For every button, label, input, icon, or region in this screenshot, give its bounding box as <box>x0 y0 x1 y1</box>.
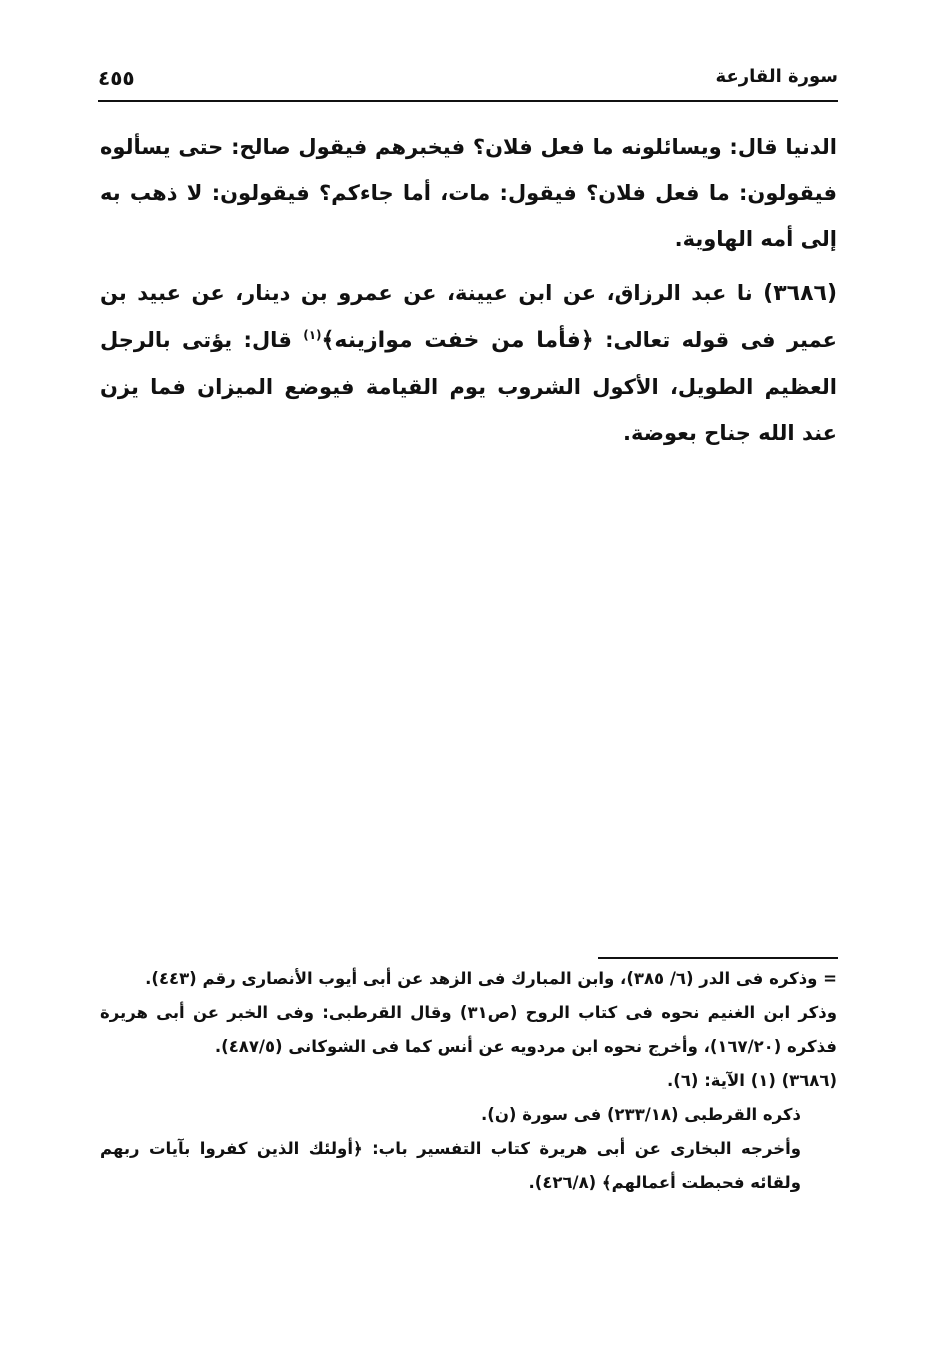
hadith-text: قال: يؤتى بالرجل العظيم الطويل، الأكول الشروب يوم القيامة فيوضع الميزان فما يزن عند الله جناح بعوضة. <box>100 328 837 445</box>
paragraph-continuation: الدنيا قال: ويسائلونه ما فعل فلان؟ فيخبرهم فيقول صالح: حتى يسألوه فيقولون: ما فعل فلان؟ فيقول: مات، أما جاءكم؟ فيقولون: لا ذهب به إلى أمه الهاوية. <box>100 135 837 251</box>
page-header <box>98 62 838 102</box>
surah-title: سورة القارعة <box>715 66 838 87</box>
footnote-note: ذكره القرطبى (٢٣٣/١٨) فى سورة (ن). <box>481 1105 801 1124</box>
footnotes <box>100 962 837 1200</box>
page-number: ٤٥٥ <box>98 66 135 90</box>
quran-verse: ﴿فأما من خفت موازينه﴾ <box>321 328 594 353</box>
footnote-separator <box>598 957 838 959</box>
main-text <box>100 124 837 464</box>
hadith-chain: نا عبد الرزاق، عن ابن عيينة، عن عمرو بن دينار، عن عبيد بن عمير فى قوله تعالى: <box>100 281 838 352</box>
footnote-continuation: = وذكره فى الدر (٦/ ٣٨٥)، وابن المبارك فى الزهد عن أبى أيوب الأنصارى رقم (٤٤٣). <box>145 969 837 988</box>
footnote-entry: (٣٦٨٦) (١) الآية: (٦). <box>667 1071 837 1090</box>
footnote-note: وأخرجه البخارى عن أبى هريرة كتاب التفسير باب: ﴿أولئك الذين كفروا بآيات ربهم ولقائه فحبطت أعمالهم﴾ (٤٢٦/٨). <box>100 1139 801 1192</box>
footnote-note: وذكر ابن الغنيم نحوه فى كتاب الروح (ص٣١) وقال القرطبى: وفى الخبر عن أبى هريرة فذكره (١٦٧/٢٠)، وأخرج نحوه ابن مردويه عن أنس كما فى الشوكانى (٤٨٧/٥). <box>100 1003 837 1056</box>
hadith-paragraph <box>100 270 837 456</box>
hadith-number: (٣٦٨٦) <box>763 281 838 306</box>
footnote-marker: (١) <box>303 328 322 342</box>
